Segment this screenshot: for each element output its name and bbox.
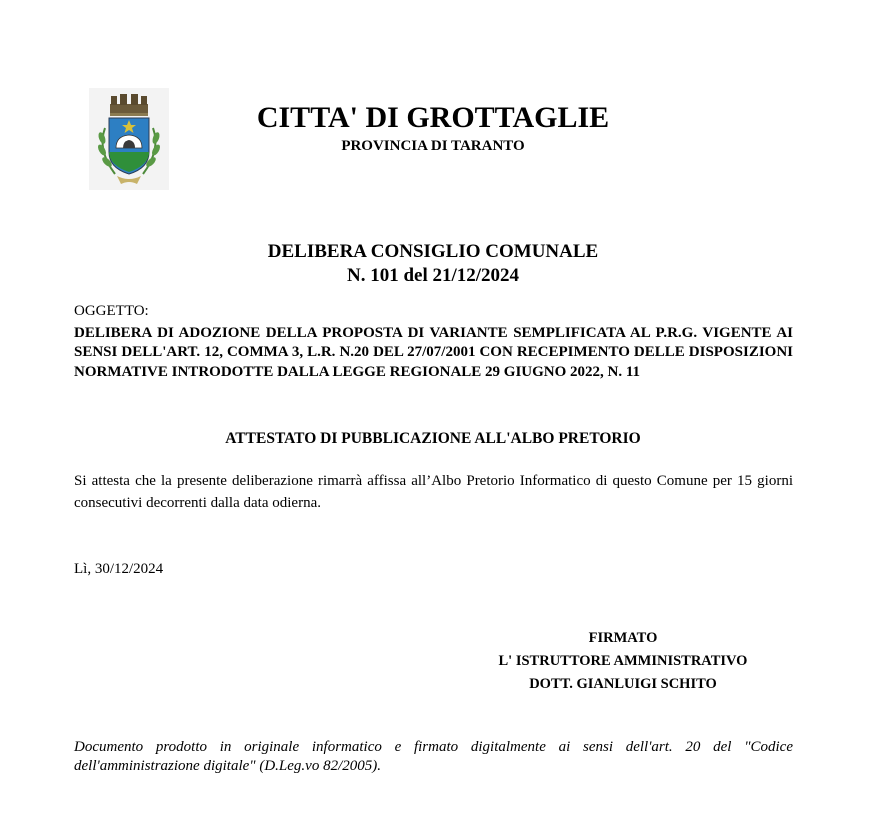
signature-role: L' ISTRUTTORE AMMINISTRATIVO [498,653,748,669]
attestation-body: Si attesta che la presente deliberazione rimarrà affissa all’Albo Pretorio Informatico di questo Comune per 15 giorni consecutivi decorrenti dalla data odierna. [74,473,793,511]
signature-name: DOTT. GIANLUIGI SCHITO [529,676,717,692]
crest-icon [89,88,169,190]
city-title: CITTA' DI GROTTAGLIE [256,101,610,134]
attestation-title: ATTESTATO DI PUBBLICAZIONE ALL'ALBO PRETORIO [225,430,641,447]
subject-text: DELIBERA DI ADOZIONE DELLA PROPOSTA DI VARIANTE SEMPLIFICATA AL P.R.G. VIGENTE AI SENSI DELL'ART. 12, COMMA 3, L.R. N.20 DEL 27/07/2001 CON RECEPIMENTO DELLE DISPOSIZIONI NORMATIVE INTRODOTTE DALLA LEGGE REGIONALE 29 GIUGNO 2022, N. 11 [74,325,793,380]
deliberation-number: N. 101 del 21/12/2024 [346,265,520,286]
signature-status: FIRMATO [588,630,658,646]
province-subtitle: PROVINCIA DI TARANTO [341,138,525,154]
subject-label: OGGETTO: [74,303,149,319]
deliberation-type: DELIBERA CONSIGLIO COMUNALE [267,241,599,262]
footer-note: Documento prodotto in originale informatico e firmato digitalmente ai sensi dell'art. 20 del "Codice dell'amministrazione digitale" (D.Leg.vo 82/2005). [74,739,793,774]
place-date: Lì, 30/12/2024 [74,561,164,577]
